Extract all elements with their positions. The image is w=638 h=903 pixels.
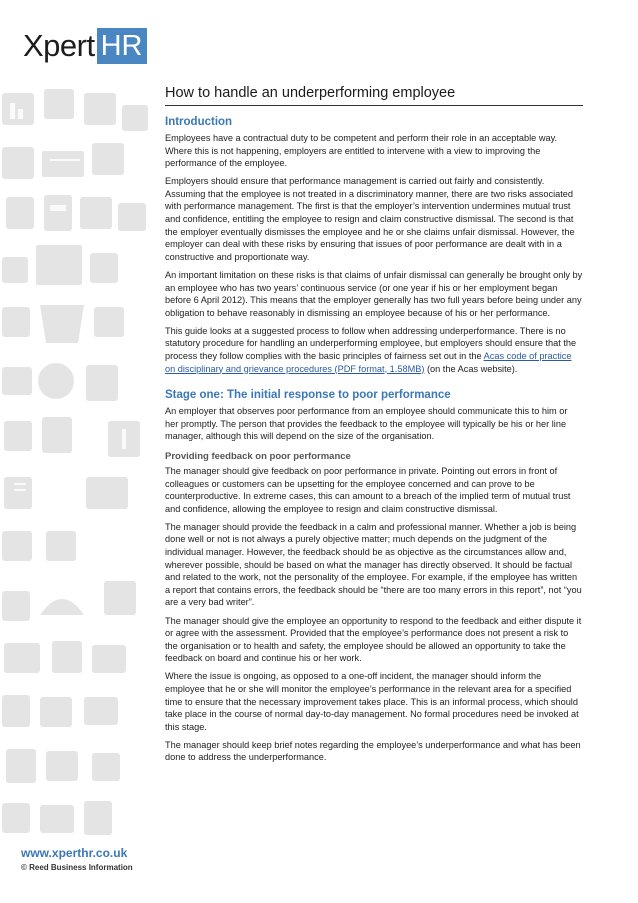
page-footer — [21, 846, 133, 872]
document-body — [165, 85, 583, 770]
tool-tile-icon — [118, 203, 146, 231]
briefcase-tile-icon — [2, 531, 32, 561]
website-link[interactable]: www.xperthr.co.uk — [21, 846, 128, 860]
logo-text: Xpert — [23, 28, 95, 63]
checkmark-tile-icon — [104, 581, 136, 615]
people-tile-icon — [80, 197, 112, 229]
building-tile-icon — [2, 147, 34, 179]
intro-paragraph-1: Employees have a contractual duty to be competent and perform their role in an acceptable way. Where this is not happening, employers are entitled to intervene with a view to improving the performance of the employee. — [165, 133, 558, 169]
gear-tile-icon — [84, 93, 116, 125]
factory-icon — [42, 151, 84, 177]
brand-logo — [23, 26, 147, 66]
logo-box: HR — [97, 28, 147, 64]
plus-tile-icon — [122, 105, 148, 131]
capitol-building-icon — [36, 245, 82, 285]
heading-stage-one: Stage one: The initial response to poor performance — [165, 389, 451, 402]
stage1-paragraph-5: Where the issue is ongoing, as opposed to a one-off incident, the manager should inform the employee that he or she will monitor the employee’s performance in the relevant area for a specified time to ensure that the necessary improvement takes place. This is an informal process, which should take place in the course of normal day-to-day management. No formal procedures need be invoked at this stage. — [165, 671, 579, 732]
stage1-paragraph-3: The manager should provide the feedback in a calm and professional manner. Whether a job is being done well or not is not always a purely objective matter; much depends on the judgment of the individual manager. However, the feedback should be as objective as the circumstances allow and, wherever possible, should be based on what the manager has directly observed. It should be factual and related to the work, not the personality of the employee. For example, if the employee has written a report that contains errors, the feedback should be “there are too many errors in this report”, not “you are a very bad writer”. — [165, 521, 582, 608]
card-tile-icon — [2, 257, 28, 283]
handshake-tile-icon — [46, 751, 78, 781]
book-tile-icon — [4, 477, 32, 509]
intro-p4-before: This guide looks at a suggested process to follow when addressing underperformance. There is no statutory procedure for handling an underperforming employee, but employers should ensure that the process they follow complies with the basic principles of fairness set out in the — [165, 325, 577, 361]
acas-code-link[interactable]: Acas code of practice on disciplinary and grievance procedures (PDF format, 1.58MB) — [165, 351, 572, 374]
shield-tile-icon — [2, 307, 30, 337]
calculator-icon — [44, 195, 72, 231]
heading-introduction: Introduction — [165, 116, 233, 128]
grid-tile-icon — [44, 89, 74, 119]
truck-tile-icon — [92, 645, 126, 673]
stage1-paragraph-4: The manager should give the employee an opportunity to respond to the feedback and either dispute it or agree with the assessment. Provided that the employee’s performance does not present a risk to the organisation or to health and safety, the employee should be allowed an opportunity to take the feedback on board and continue his or her work. — [165, 615, 582, 664]
stage1-paragraph-1: An employer that observes poor performance from an employee should communicate this to him or her promptly. The person that provides the feedback to the employee will typically be his or her line manager, although this will depend on the size of the organisation. — [165, 406, 568, 442]
folder-icon — [86, 477, 128, 509]
person-tile-icon — [90, 253, 118, 283]
briefcase-icon — [40, 805, 74, 833]
folder-tile-icon — [2, 367, 32, 395]
doc-stack-tile-icon — [2, 695, 30, 727]
stage1-paragraph-2: The manager should give feedback on poor performance in private. Pointing out errors in front of colleagues or customers can be upsetting for the employee concerned and can prove to be counterproductive. In extreme cases, this can amount to a breach of the implied term of mutual trust and confidence, allowing the employee to resign and claim constructive dismissal. — [165, 465, 571, 514]
intro-paragraph-3: An important limitation on these risks is that claims of unfair dismissal can generally be brought only by an employee who has two years’ continuous service (or one year if his or her employment began before 6 April 2012). This means that the employer generally has two full years before being under any obligation to behave reasonably in dismissing an employee because of his or her performance. — [165, 269, 583, 318]
list-tile-icon — [94, 307, 124, 337]
check-tile-icon — [92, 143, 124, 175]
id-card-tile-icon — [84, 697, 118, 725]
lock-tile-icon — [92, 753, 120, 781]
clipboard-tile-icon — [84, 801, 112, 835]
chart-board-tile-icon — [40, 697, 72, 727]
sheet-stack-tile-icon — [6, 749, 36, 783]
document-title: How to handle an underperforming employee — [165, 85, 583, 106]
umbrella-icon — [40, 599, 84, 615]
subheading-providing-feedback: Providing feedback on poor performance — [165, 450, 351, 462]
intro-paragraph-4 — [165, 325, 583, 375]
copyright-notice: © Reed Business Information — [21, 863, 133, 872]
decorative-icon-column — [0, 85, 150, 845]
headset-icon — [38, 363, 74, 399]
chair-tile-icon — [4, 421, 32, 451]
screen-tile-icon — [52, 641, 82, 673]
hand-tile-icon — [2, 591, 30, 621]
people-group-icon — [4, 643, 40, 673]
docs-tile-icon — [86, 365, 118, 401]
pen-tile-icon — [46, 531, 76, 561]
scales-icon — [40, 305, 84, 343]
intro-paragraph-2: Employers should ensure that performance management is carried out fairly and consistently. Assuming that the employee is not treated in a discriminatory manner, there are two risks associated with performance management. The first is that the employer’s intervention undermines mutual trust and confidence, entitling the employee to resign and claim constructive dismissal. The second is that the employer eventually dismisses the employee and he or she claims unfair dismissal. However, the employer can deal with these risks by ensuring that issues of poor performance are dealt with in a constructive and proportionate way. — [165, 176, 575, 262]
calendar-tile-icon — [2, 803, 30, 833]
document-tile-icon — [6, 197, 34, 229]
stage1-paragraph-6: The manager should keep brief notes regarding the employee’s underperformance and what has been done to address the underperformance. — [165, 739, 581, 763]
intro-p4-after: (on the Acas website). — [424, 363, 518, 374]
sheet-tile-icon — [42, 417, 72, 453]
